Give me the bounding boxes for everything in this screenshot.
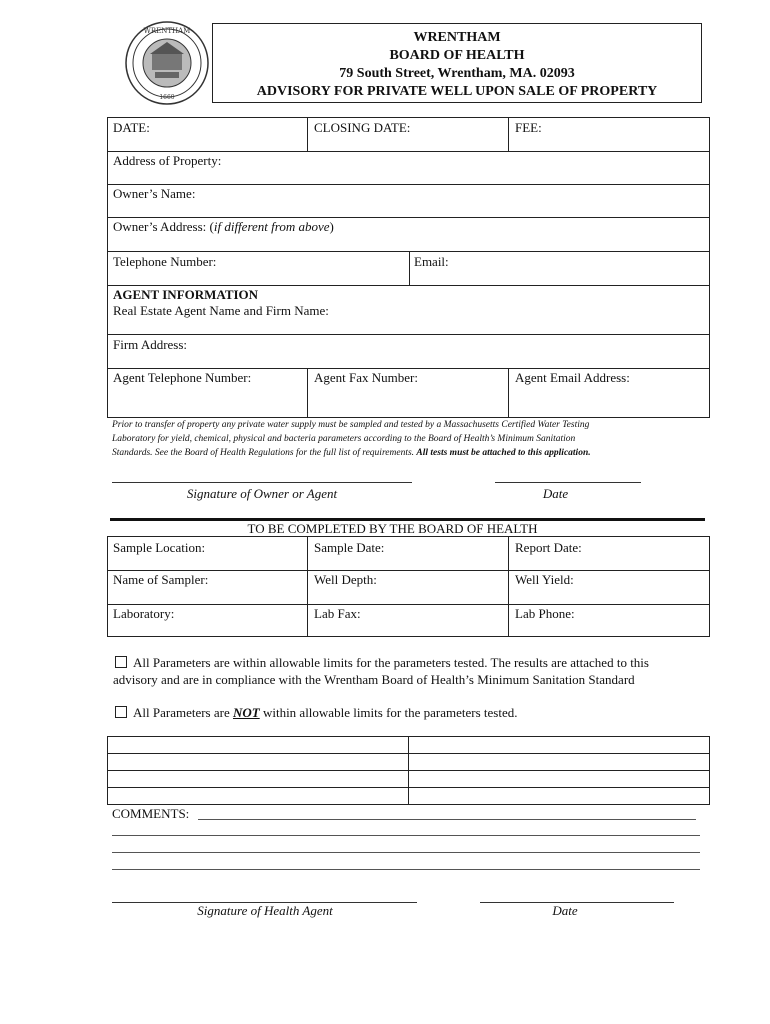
property-address-field[interactable]: Address of Property: <box>113 153 222 168</box>
header-form-title: ADVISORY FOR PRIVATE WELL UPON SALE OF PROPERTY <box>256 84 658 99</box>
owner-date-label: Date <box>542 486 569 501</box>
not-within-limits-checkbox[interactable] <box>115 706 127 718</box>
lab-fax-field[interactable]: Lab Fax: <box>314 606 361 621</box>
sampler-name-field[interactable]: Name of Sampler: <box>113 572 209 587</box>
comments-line-2[interactable] <box>112 835 700 836</box>
owner-address-field[interactable] <box>113 219 334 234</box>
owner-address-note: if different from above <box>213 219 330 234</box>
email-field[interactable]: Email: <box>414 254 449 269</box>
notice-line-1: Prior to transfer of property any private water supply must be sampled and tested by a Massachusetts Certified Water Testing <box>112 420 590 430</box>
header-address: 79 South Street, Wrentham, MA. 02093 <box>339 66 575 81</box>
not-within-prefix: All Parameters are <box>133 705 230 720</box>
owner-signature-label: Signature of Owner or Agent <box>186 486 338 501</box>
owner-address-close: ) <box>329 219 334 234</box>
svg-text:1660: 1660 <box>159 94 175 101</box>
town-seal-image <box>124 20 210 106</box>
results-table[interactable] <box>107 736 710 805</box>
comments-line-4[interactable] <box>112 869 700 870</box>
board-section-title: TO BE COMPLETED BY THE BOARD OF HEALTH <box>247 521 538 536</box>
agent-name-field[interactable]: Real Estate Agent Name and Firm Name: <box>113 303 329 318</box>
agent-email-field[interactable]: Agent Email Address: <box>515 370 630 385</box>
report-date-field[interactable]: Report Date: <box>515 540 582 555</box>
within-limits-text-2: advisory and are in compliance with the Wrentham Board of Health’s Minimum Sanitation Standard <box>113 672 635 687</box>
within-limits-text-1: All Parameters are within allowable limits for the parameters tested. The results are attached to this <box>133 655 649 670</box>
header-town: WRENTHAM <box>413 30 501 45</box>
closing-date-field[interactable]: CLOSING DATE: <box>314 120 411 135</box>
within-limits-checkbox[interactable] <box>115 656 127 668</box>
well-yield-field[interactable]: Well Yield: <box>515 572 574 587</box>
date-field[interactable]: DATE: <box>113 120 150 135</box>
well-depth-field[interactable]: Well Depth: <box>314 572 377 587</box>
comments-line-3[interactable] <box>112 852 700 853</box>
owner-date-line[interactable] <box>495 482 641 483</box>
agent-telephone-field[interactable]: Agent Telephone Number: <box>113 370 252 385</box>
not-within-suffix: within allowable limits for the parameters tested. <box>262 705 518 720</box>
not-emphasis: NOT <box>232 705 260 720</box>
testing-requirements-notice <box>112 418 712 460</box>
health-agent-date-label: Date <box>552 903 578 918</box>
agent-fax-field[interactable]: Agent Fax Number: <box>314 370 418 385</box>
agent-information-heading: AGENT INFORMATION <box>113 287 259 302</box>
not-within-limits-text <box>133 704 517 721</box>
owner-name-field[interactable]: Owner’s Name: <box>113 186 196 201</box>
notice-line-3-bold: All tests must be attached to this application. <box>416 448 591 458</box>
header-box <box>212 23 702 103</box>
svg-text:WRENTHAM: WRENTHAM <box>143 27 191 35</box>
notice-line-3: Standards. See the Board of Health Regulations for the full list of requirements. <box>112 448 415 458</box>
header-board: BOARD OF HEALTH <box>389 48 525 63</box>
telephone-field[interactable]: Telephone Number: <box>113 254 217 269</box>
owner-address-label: Owner’s Address: ( <box>113 219 214 234</box>
owner-signature-line[interactable] <box>112 482 412 483</box>
laboratory-field[interactable]: Laboratory: <box>113 606 175 621</box>
sample-location-field[interactable]: Sample Location: <box>113 540 206 555</box>
fee-field[interactable]: FEE: <box>515 120 542 135</box>
firm-address-field[interactable]: Firm Address: <box>113 337 188 352</box>
sample-date-field[interactable]: Sample Date: <box>314 540 385 555</box>
lab-phone-field[interactable]: Lab Phone: <box>515 606 575 621</box>
comments-label: COMMENTS: <box>112 806 190 821</box>
comments-line-1[interactable] <box>198 819 696 820</box>
notice-line-2: Laboratory for yield, chemical, physical and bacteria parameters according to the Board of Health’s Minimum Sanitation <box>112 434 576 444</box>
health-agent-signature-label: Signature of Health Agent <box>197 903 333 918</box>
